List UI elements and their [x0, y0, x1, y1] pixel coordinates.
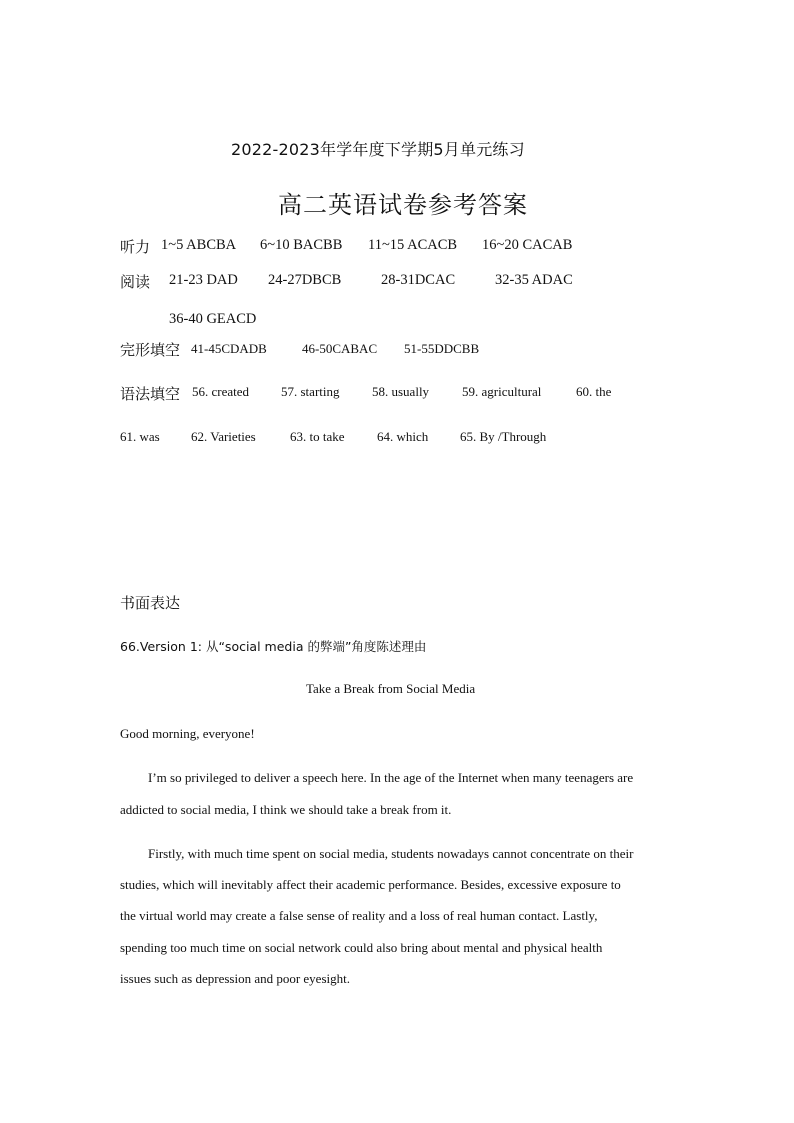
grammar-label: 语法填空	[120, 385, 181, 403]
answer-group: 36-40 GEACD	[169, 311, 257, 327]
essay-title: Take a Break from Social Media	[306, 681, 476, 696]
cloze-label: 完形填空	[120, 341, 181, 359]
answer-item: 63. to take	[290, 429, 345, 444]
essay-line: I’m so privileged to deliver a speech here. In the age of the Internet when many teenagers are	[148, 770, 634, 785]
page-title: 高二英语试卷参考答案	[278, 191, 528, 219]
writing-label: 书面表达	[120, 594, 181, 612]
version-line: 66.Version 1: 从“social media 的弊端”角度陈述理由	[120, 639, 427, 654]
exam-subtitle: 2022-2023年学年度下学期5月单元练习	[231, 140, 525, 159]
answer-group: 51-55DDCBB	[404, 341, 480, 356]
answer-group: 21-23 DAD	[169, 272, 238, 288]
essay-greeting: Good morning, everyone!	[120, 726, 255, 741]
answer-item: 59. agricultural	[462, 384, 542, 399]
answer-item: 56. created	[192, 384, 250, 399]
answer-group: 46-50CABAC	[302, 341, 378, 356]
answer-item: 64. which	[377, 429, 429, 444]
answer-item: 57. starting	[281, 384, 340, 399]
answer-item: 62. Varieties	[191, 429, 256, 444]
essay-line: Firstly, with much time spent on social media, students nowadays cannot concentrate on their	[148, 846, 634, 861]
essay-line: the virtual world may create a false sense of reality and a loss of real human contact. Lastly,	[120, 908, 598, 923]
answer-group: 24-27DBCB	[268, 272, 342, 288]
answer-group: 41-45CDADB	[191, 341, 267, 356]
answer-item: 58. usually	[372, 384, 430, 399]
essay-line: spending too much time on social network could also bring about mental and physical health	[120, 940, 603, 955]
answer-group: 1~5 ABCBA	[161, 237, 237, 253]
essay-line: addicted to social media, I think we should take a break from it.	[120, 802, 452, 817]
reading-label: 阅读	[120, 273, 151, 291]
answer-item: 61. was	[120, 429, 160, 444]
answer-item: 65. By /Through	[460, 429, 547, 444]
answer-group: 28-31DCAC	[381, 272, 456, 288]
answer-item: 60. the	[576, 384, 612, 399]
essay-line: issues such as depression and poor eyesight.	[120, 971, 350, 986]
listening-label: 听力	[120, 238, 151, 256]
essay-line: studies, which will inevitably affect their academic performance. Besides, excessive exposure to	[120, 877, 621, 892]
answer-group: 32-35 ADAC	[495, 272, 573, 288]
answer-group: 16~20 CACAB	[482, 237, 573, 253]
answer-group: 11~15 ACACB	[368, 237, 458, 253]
answer-group: 6~10 BACBB	[260, 237, 343, 253]
